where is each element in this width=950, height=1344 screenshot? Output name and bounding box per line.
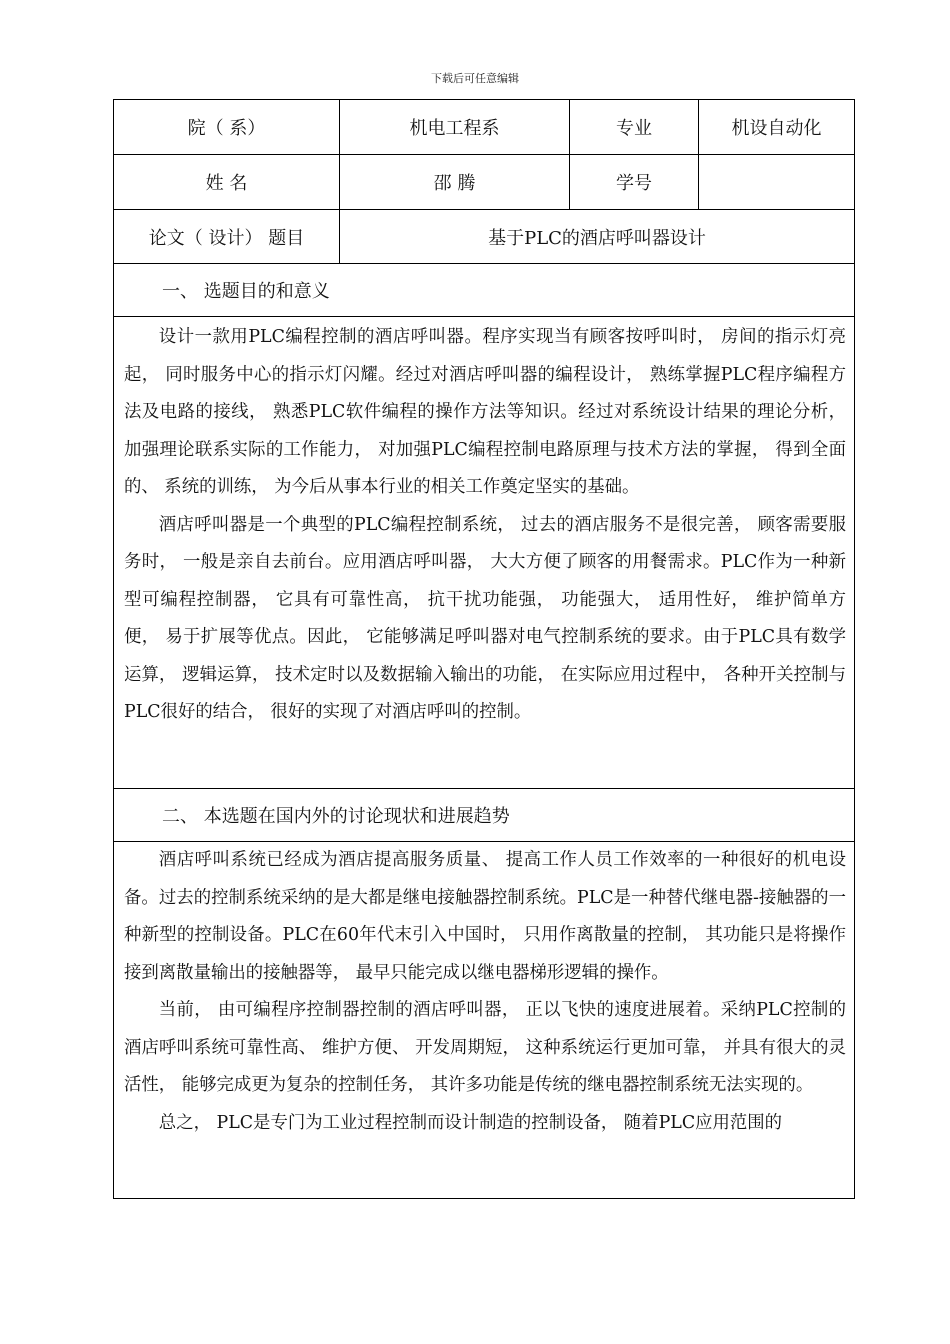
section1-body-row [114,317,854,789]
section2-paragraph: 总之， PLC是专门为工业过程控制而设计制造的控制设备， 随着PLC应用范围的 [158,1112,783,1133]
name-label: 姓 名 [205,173,248,194]
section1-title: 一、 选题目的和意义 [162,281,330,302]
thesis-form [113,99,855,1199]
section2-paragraph: 酒店呼叫系统已经成为酒店提高服务质量、 提高工作人员工作效率的一种很好的机电设备。过去的控制系统采纳的是大都是继电接触器控制系统。PLC是一种替代继电器-接触器的一种新型的控制设备。PLC在60年代末引入中国时， 只用作离散量的控制， 其功能只是将操作接到离散量输出的接触器等， 最早只能完成以继电器梯形逻辑的操作。 [124,850,846,983]
section1-body [124,319,846,732]
topic-value: 基于PLC的酒店呼叫器设计 [339,210,854,263]
row-department [114,100,854,155]
section2-body [124,842,846,1142]
dept-label: 院（ 系） [187,118,266,139]
section1-paragraph: 酒店呼叫器是一个典型的PLC编程控制系统， 过去的酒店服务不是很完善， 顾客需要服务时， 一般是亲自去前台。应用酒店呼叫器， 大大方便了顾客的用餐需求。PLC作为一种新型可编程控制器， 它具有可靠性高， 抗干扰功能强， 功能强大， 适用性好， 维护简单方便， 易于扩展等优点。因此， 它能够满足呼叫器对电气控制系统的要求。由于PLC具有数学运算， 逻辑运算， 技术定时以及数据输入输出的功能， 在实际应用过程中， 各种开关控制与PLC很好的结合， 很好的实现了对酒店呼叫的控制。 [124,514,846,722]
section1-paragraph: 设计一款用PLC编程控制的酒店呼叫器。程序实现当有顾客按呼叫时， 房间的指示灯亮起， 同时服务中心的指示灯闪耀。经过对酒店呼叫器的编程设计， 熟练掌握PLC程序编程方法及电路的接线， 熟悉PLC软件编程的操作方法等知识。经过对系统设计结果的理论分析， 加强理论联系实际的工作能力， 对加强PLC编程控制电路原理与技术方法的掌握， 得到全面的、 系统的训练， 为今后从事本行业的相关工作奠定坚实的基础。 [124,327,846,497]
section2-title: 二、 本选题在国内外的讨论现状和进展趋势 [162,806,510,827]
header-note: 下载后可任意编辑 [431,72,519,85]
major-value: 机设自动化 [698,100,854,154]
section2-title-row [114,789,854,842]
dept-value: 机电工程系 [339,100,569,154]
topic-label: 论文（ 设计） 题目 [148,227,305,249]
section2-paragraph: 当前， 由可编程序控制器控制的酒店呼叫器， 正以飞快的速度进展着。采纳PLC控制的酒店呼叫系统可靠性高、 维护方便、 开发周期短， 这种系统运行更加可靠， 并具有很大的灵活性， 能够完成更为复杂的控制任务， 其许多功能是传统的继电器控制系统无法实现的。 [124,1000,846,1095]
section1-title-row [114,264,854,317]
major-label: 专业 [569,100,698,154]
row-topic [114,210,854,264]
name-value: 邵 腾 [339,155,569,209]
student-id-label: 学号 [569,155,698,209]
student-id-value [698,155,854,209]
row-name [114,155,854,210]
section2-body-row [114,842,854,1198]
